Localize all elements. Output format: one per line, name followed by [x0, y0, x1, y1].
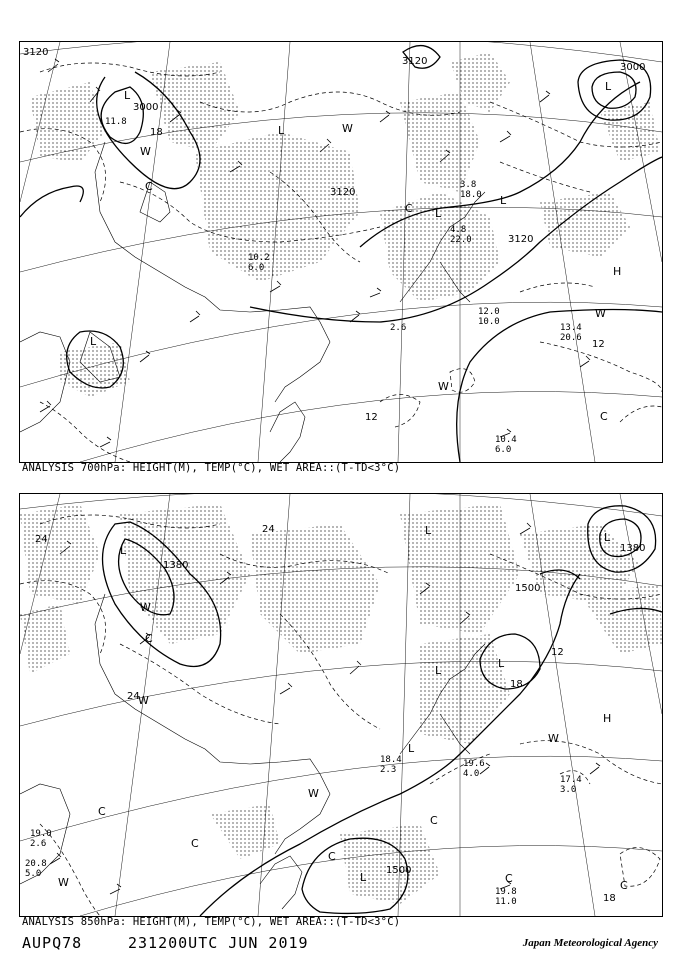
map-panel-850hpa — [19, 493, 663, 917]
panel-caption-700hpa: ANALYSIS 700hPa: HEIGHT(M), TEMP(°C), WET AREA::(T-TD<3°C) — [22, 462, 401, 474]
contour-label: 24 — [35, 534, 48, 545]
station-value: 4.8 — [450, 225, 467, 235]
low-center: L — [124, 89, 131, 102]
warm-center: W — [58, 876, 69, 889]
warm-center: W — [342, 122, 353, 135]
contour-label: 12 — [592, 339, 605, 350]
contour-label: 1380 — [163, 560, 189, 571]
contour-label: 3120 — [23, 47, 49, 58]
contour-label: 18 — [150, 127, 163, 138]
high-center: H — [613, 265, 622, 278]
low-center: L — [500, 194, 507, 207]
warm-center: W — [548, 732, 559, 745]
cold-center: C — [600, 410, 608, 423]
warm-center: W — [140, 145, 151, 158]
map-panel-700hpa — [19, 41, 663, 463]
contour-label: 12 — [365, 412, 378, 423]
station-value: 11.0 — [495, 897, 517, 907]
graticule-longitude — [20, 42, 662, 462]
station-value: 3.0 — [560, 785, 577, 795]
contour-label: 3000 — [133, 102, 159, 113]
contour-label: 12 — [551, 647, 564, 658]
contour-label: 24 — [262, 524, 275, 535]
valid-time: 231200UTC JUN 2019 — [128, 934, 309, 952]
warm-center: W — [308, 787, 319, 800]
warm-center: W — [595, 307, 606, 320]
station-value: 17.4 — [560, 775, 582, 785]
low-center: L — [435, 664, 442, 677]
contour-label: 3120 — [508, 234, 534, 245]
station-value: 11.8 — [105, 117, 127, 127]
contour-label: 3000 — [620, 62, 646, 73]
chart-id: AUPQ78 — [22, 934, 83, 952]
warm-center: W — [438, 380, 449, 393]
station-value: 10.4 — [495, 435, 517, 445]
station-value: 2.6 — [390, 323, 407, 333]
low-center: L — [278, 124, 285, 137]
contour-label: 3120 — [330, 187, 356, 198]
contour-label: 1500 — [386, 865, 412, 876]
contour-label: 1500 — [515, 583, 541, 594]
low-center: L — [435, 207, 442, 220]
station-value: 13.4 — [560, 323, 582, 333]
wet-areas — [30, 52, 660, 397]
station-value: 10.0 — [478, 317, 500, 327]
high-center: H — [603, 712, 612, 725]
cold-center: C — [145, 180, 153, 193]
warm-center: W — [140, 601, 151, 614]
station-value: 3.8 — [460, 180, 477, 190]
station-value: 18.0 — [460, 190, 482, 200]
station-value: 2.3 — [380, 765, 397, 775]
station-value: 2.6 — [30, 839, 47, 849]
low-center: L — [90, 335, 97, 348]
warm-center: W — [138, 694, 149, 707]
cold-center: C — [430, 814, 438, 827]
station-value: 20.8 — [25, 859, 47, 869]
station-value: 20.6 — [560, 333, 582, 343]
station-value: 19.8 — [495, 887, 517, 897]
station-value: 5.0 — [25, 869, 42, 879]
panel-caption-850hpa: ANALYSIS 850hPa: HEIGHT(M), TEMP(°C), WET AREA::(T-TD<3°C) — [22, 916, 401, 928]
station-value: 4.0 — [463, 769, 480, 779]
cold-center: C — [98, 805, 106, 818]
cold-center: C — [505, 872, 513, 885]
low-center: L — [408, 742, 415, 755]
low-center: L — [120, 544, 127, 557]
station-value: 10.2 — [248, 253, 270, 263]
cold-center: C — [191, 837, 199, 850]
contour-label: 24 — [127, 691, 140, 702]
station-value: 19.6 — [463, 759, 485, 769]
cold-center: C — [328, 850, 336, 863]
station-value: 6.0 — [495, 445, 512, 455]
station-value: 6.0 — [248, 263, 265, 273]
contour-label: 1380 — [620, 543, 646, 554]
low-center: L — [498, 657, 505, 670]
station-value: 12.0 — [478, 307, 500, 317]
low-center: L — [604, 531, 611, 544]
cold-center: C — [145, 632, 153, 645]
map-700hpa-svg — [20, 42, 662, 462]
contour-label: 18 — [510, 679, 523, 690]
graticule-latitude — [20, 42, 662, 462]
cold-center: C — [405, 202, 413, 215]
low-center: L — [605, 80, 612, 93]
map-850hpa-svg — [20, 494, 662, 916]
contour-label: 3120 — [402, 56, 428, 67]
wet-areas — [20, 504, 662, 904]
cold-center: C — [620, 879, 628, 892]
station-value: 19.0 — [30, 829, 52, 839]
low-center: L — [360, 871, 367, 884]
low-center: L — [425, 524, 432, 537]
contour-label: 18 — [603, 893, 616, 904]
height-contours — [20, 46, 662, 462]
agency-name: Japan Meteorological Agency — [522, 937, 658, 949]
station-value: 22.0 — [450, 235, 472, 245]
station-value: 18.4 — [380, 755, 402, 765]
